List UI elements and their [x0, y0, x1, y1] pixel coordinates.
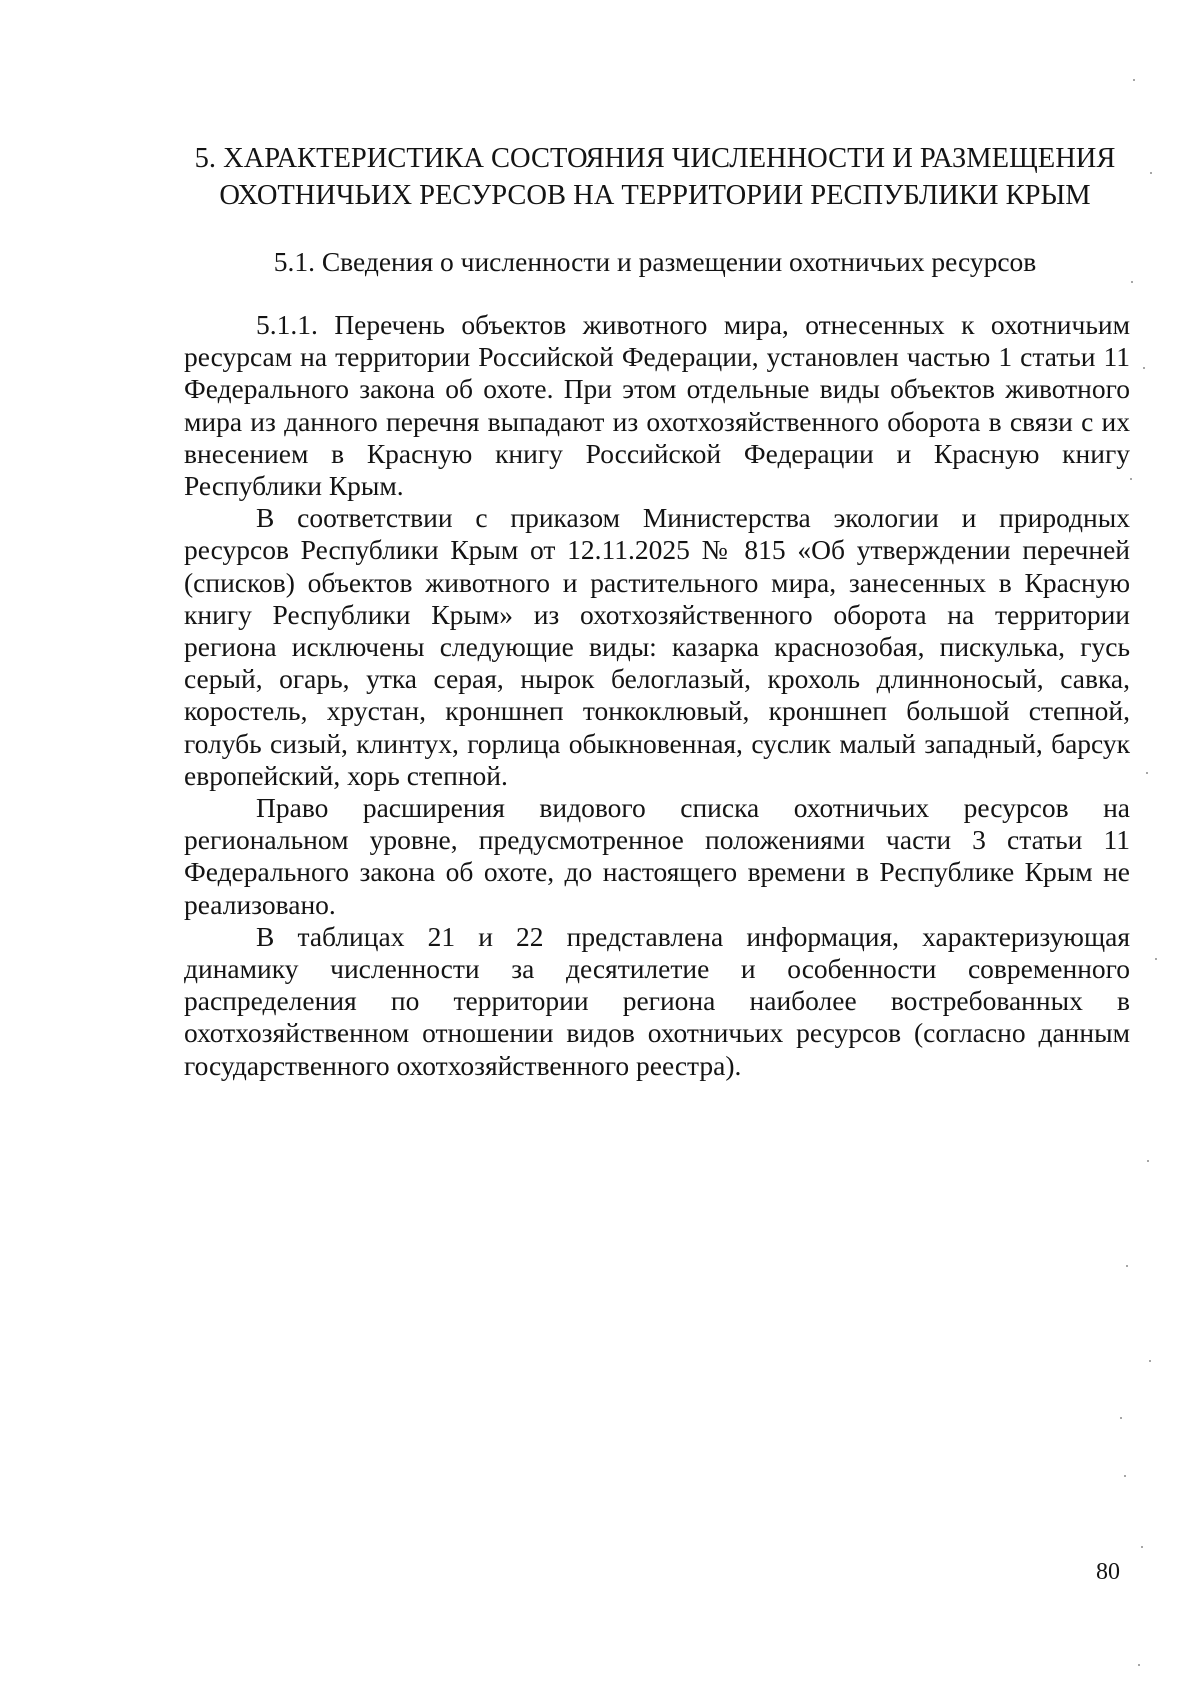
subsection-heading: 5.1. Сведения о численности и размещении охотничьих ресурсов — [273, 246, 1037, 277]
scan-speck — [1124, 1475, 1126, 1477]
scan-speck — [1149, 1360, 1151, 1362]
scan-speck — [1146, 772, 1148, 774]
scan-speck — [1126, 1265, 1128, 1267]
scan-speck — [1131, 281, 1133, 283]
scan-speck — [1147, 1160, 1149, 1162]
paragraph: Право расширения видового списка охотничьих ресурсов на региональном уровне, предусмотренное положениями части 3 статьи 11 Федерального закона об охоте, до настоящего времени в Республике Крым не реализовано. — [184, 792, 1130, 920]
scan-speck — [1120, 1417, 1122, 1419]
paragraph: В таблицах 21 и 22 представлена информация, характеризующая динамику численности за десятилетие и особенности современного распределения по территории региона наиболее востребованных в охотхозяйственном отношении видов охотничьих ресурсов (согласно данным государственного охотхозяйственного реестра). — [184, 920, 1130, 1081]
paragraph: В соответствии с приказом Министерства экологии и природных ресурсов Республики Крым от 12.11.2025 № 815 «Об утверждении перечней (списков) объектов животного и растительного мира, занесенных в Красную книгу Республики Крым» из охотхозяйственного оборота на территории региона исключены следующие виды: казарка краснозобая, пискулька, гусь серый, огарь, утка серая, нырок белоглазый, крохоль длинноносый, савка, коростель, хрустан, кроншнеп тонкоклювый, кроншнеп большой степной, голубь сизый, клинтух, горлица обыкновенная, суслик малый западный, барсук европейский, хорь степной. — [184, 502, 1130, 791]
scan-speck — [1143, 367, 1145, 369]
scan-speck — [1150, 172, 1152, 174]
body-text — [184, 309, 1130, 1082]
scan-speck — [1155, 958, 1157, 960]
scan-speck — [1133, 79, 1135, 81]
scan-speck — [1141, 1546, 1143, 1548]
page-number: 80 — [1096, 1559, 1120, 1585]
scan-speck — [1130, 478, 1132, 480]
section-heading: 5. ХАРАКТЕРИСТИКА СОСТОЯНИЯ ЧИСЛЕННОСТИ И РАЗМЕЩЕНИЯ ОХОТНИЧЬИХ РЕСУРСОВ НА ТЕРРИТОРИИ РЕСПУБЛИКИ КРЫМ — [194, 143, 1116, 211]
paragraph: 5.1.1. Перечень объектов животного мира, отнесенных к охотничьим ресурсам на территории Российской Федерации, установлен частью 1 статьи 11 Федерального закона об охоте. При этом отдельные виды объектов животного мира из данного перечня выпадают из охотхозяйственного оборота в связи с их внесением в Красную книгу Российской Федерации и Красную книгу Республики Крым. — [184, 309, 1130, 502]
scan-speck — [1138, 1664, 1140, 1666]
